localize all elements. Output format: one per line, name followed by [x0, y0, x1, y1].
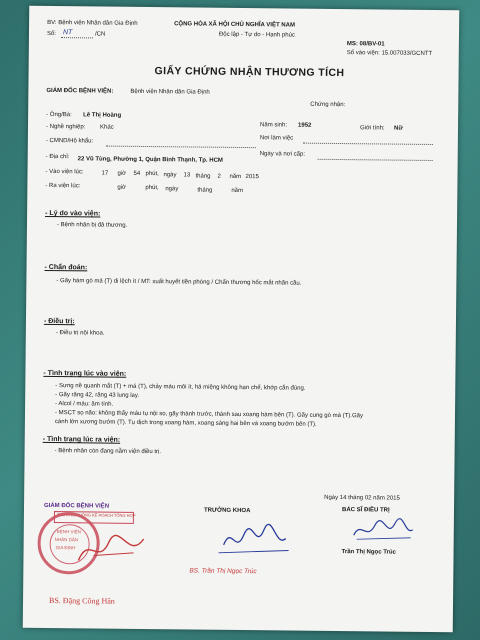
head-name: BS. Trần Thị Ngọc Trúc	[189, 567, 257, 576]
status-in-line-1: - Sưng nề quanh mắt (T) + má (T), chảy máu môi ít, há miệng không hạn chế, khớp cắn đúng.	[55, 383, 306, 392]
doc-number-label: Số:	[46, 30, 57, 38]
admit-ngay: ngày	[163, 172, 177, 179]
hospital-label: BV: Bệnh viện Nhân dân Gia Định	[47, 19, 138, 27]
seal-text-3: GIA ĐỊNH	[55, 545, 76, 551]
document-title: GIẤY CHỨNG NHẬN THƯƠNG TÍCH	[154, 65, 345, 80]
admit-nam: năm	[229, 173, 242, 180]
recipient-label: GIÁM ĐỐC BỆNH VIỆN:	[46, 87, 114, 95]
reason-title: - Lý do vào viện:	[45, 209, 101, 218]
status-in-line-3: - Alcol / máu: âm tính.	[55, 401, 114, 408]
doc-number-line	[61, 37, 93, 38]
admit-gio: giờ	[117, 170, 127, 177]
address-value: 22 Vũ Tùng, Phường 1, Quận Bình Thạnh, Tp. HCM	[77, 156, 223, 164]
doctor-signature	[349, 515, 419, 546]
recipient-value: Bệnh viện Nhân dân Gia Định	[130, 88, 210, 96]
issue-date-label: Ngày và nơi cấp:	[259, 151, 306, 158]
sign-date: Ngày 14 tháng 02 năm 2015	[324, 494, 400, 502]
status-in-line-5: cánh lớn xương bướm (T). Tụ dịch trong xoang hàm, xoang sàng hai bên và xoang bướm bên (T).	[54, 419, 317, 428]
admission-number: Số vào viện: 15.007033/GCNTT	[346, 50, 433, 57]
job-value: Khác	[99, 124, 114, 131]
form-code: MS: 08/BV-01	[346, 41, 385, 48]
diagnosis-text: - Gãy hàm gò má (T) di lệch ít / MT: xuất huyết tiền phòng / Chấn thương hốc mắt nhãn cầu.	[56, 278, 302, 287]
admit-month: 2	[217, 173, 221, 180]
admit-year: 2015	[245, 174, 259, 181]
motto: Độc lập - Tự do - Hạnh phúc	[218, 31, 295, 39]
status-in-line-2: - Gãy răng 42, răng 43 lung lay.	[55, 392, 140, 399]
admit-phut: phút,	[145, 170, 159, 178]
seal-text-2: NHÂN DÂN	[54, 537, 79, 543]
reason-text: - Bệnh nhân bị đả thương.	[56, 222, 128, 229]
doc-number-value: NT	[62, 29, 73, 37]
address-label: - Địa chỉ:	[45, 153, 70, 161]
discharge-ngay: ngày	[165, 186, 179, 193]
seal-text-1: BỆNH VIỆN	[56, 529, 82, 535]
issue-date-line	[318, 159, 433, 161]
name-label: - Ông/Bà:	[46, 111, 72, 119]
certify-label: Chứng nhận:	[310, 101, 346, 109]
discharge-nam: năm	[231, 187, 244, 195]
director-signature	[73, 530, 153, 571]
department-stamp-text: TRƯỞNG PHÒNG KẾ HOẠCH TỔNG HỢP	[56, 512, 136, 518]
certificate-paper	[23, 6, 459, 632]
birth-label: Năm sinh:	[259, 122, 288, 129]
workplace-label: Nơi làm việc	[259, 135, 294, 142]
gender-value: Nữ	[393, 125, 403, 132]
status-in-line-4: - MSCT sọ não: không thấy máu tụ nội sọ, gãy thành trước, thành sau xoang hàm bên (T). Gãy cung gò má (T).Gãy	[54, 410, 364, 420]
admit-thang: tháng	[195, 173, 211, 180]
country-name: CỘNG HÒA XÃ HỘI CHỦ NGHĨA VIỆT NAM	[174, 21, 295, 29]
status-in-title: - Tình trạng lúc vào viện:	[43, 369, 127, 378]
id-label: - CMND/Hộ khẩu:	[45, 137, 94, 145]
admit-hour: 17	[101, 170, 109, 177]
gender-label: Giới tính:	[359, 125, 385, 132]
admit-label: - Vào viện lúc:	[45, 168, 84, 176]
treatment-text: - Điều trị nội khoa.	[55, 330, 105, 337]
head-signature	[213, 520, 293, 561]
diagnosis-title: - Chẩn đoán:	[44, 263, 88, 272]
admit-minute: 54	[133, 170, 141, 177]
id-line	[106, 146, 256, 149]
discharge-gio: giờ	[117, 184, 127, 191]
patient-name: Lê Thị Hoàng	[83, 112, 122, 119]
discharge-label: - Ra viện lúc:	[45, 182, 81, 190]
director-name: BS. Đặng Công Hân	[48, 596, 115, 606]
director-title: GIÁM ĐỐC BỆNH VIỆN	[44, 502, 110, 510]
workplace-line	[303, 143, 433, 145]
job-label: - Nghề nghiệp:	[45, 123, 86, 131]
treatment-title: - Điều trị:	[43, 317, 75, 326]
status-out-title: - Tình trạng lúc ra viện:	[42, 435, 121, 444]
birth-year: 1952	[297, 122, 312, 129]
doctor-title: BÁC SĨ ĐIỀU TRỊ	[341, 507, 390, 514]
discharge-phut: phút,	[145, 184, 159, 192]
head-title: TRƯỞNG KHOA	[203, 507, 251, 515]
discharge-thang: tháng	[197, 187, 213, 194]
doctor-name: Trần Thị Ngọc Trúc	[341, 549, 396, 556]
admit-day: 13	[183, 172, 191, 179]
doc-number-suffix: /CN	[94, 31, 106, 38]
status-out-text: - Bệnh nhân còn đang nằm viện điều trị.	[54, 448, 162, 456]
